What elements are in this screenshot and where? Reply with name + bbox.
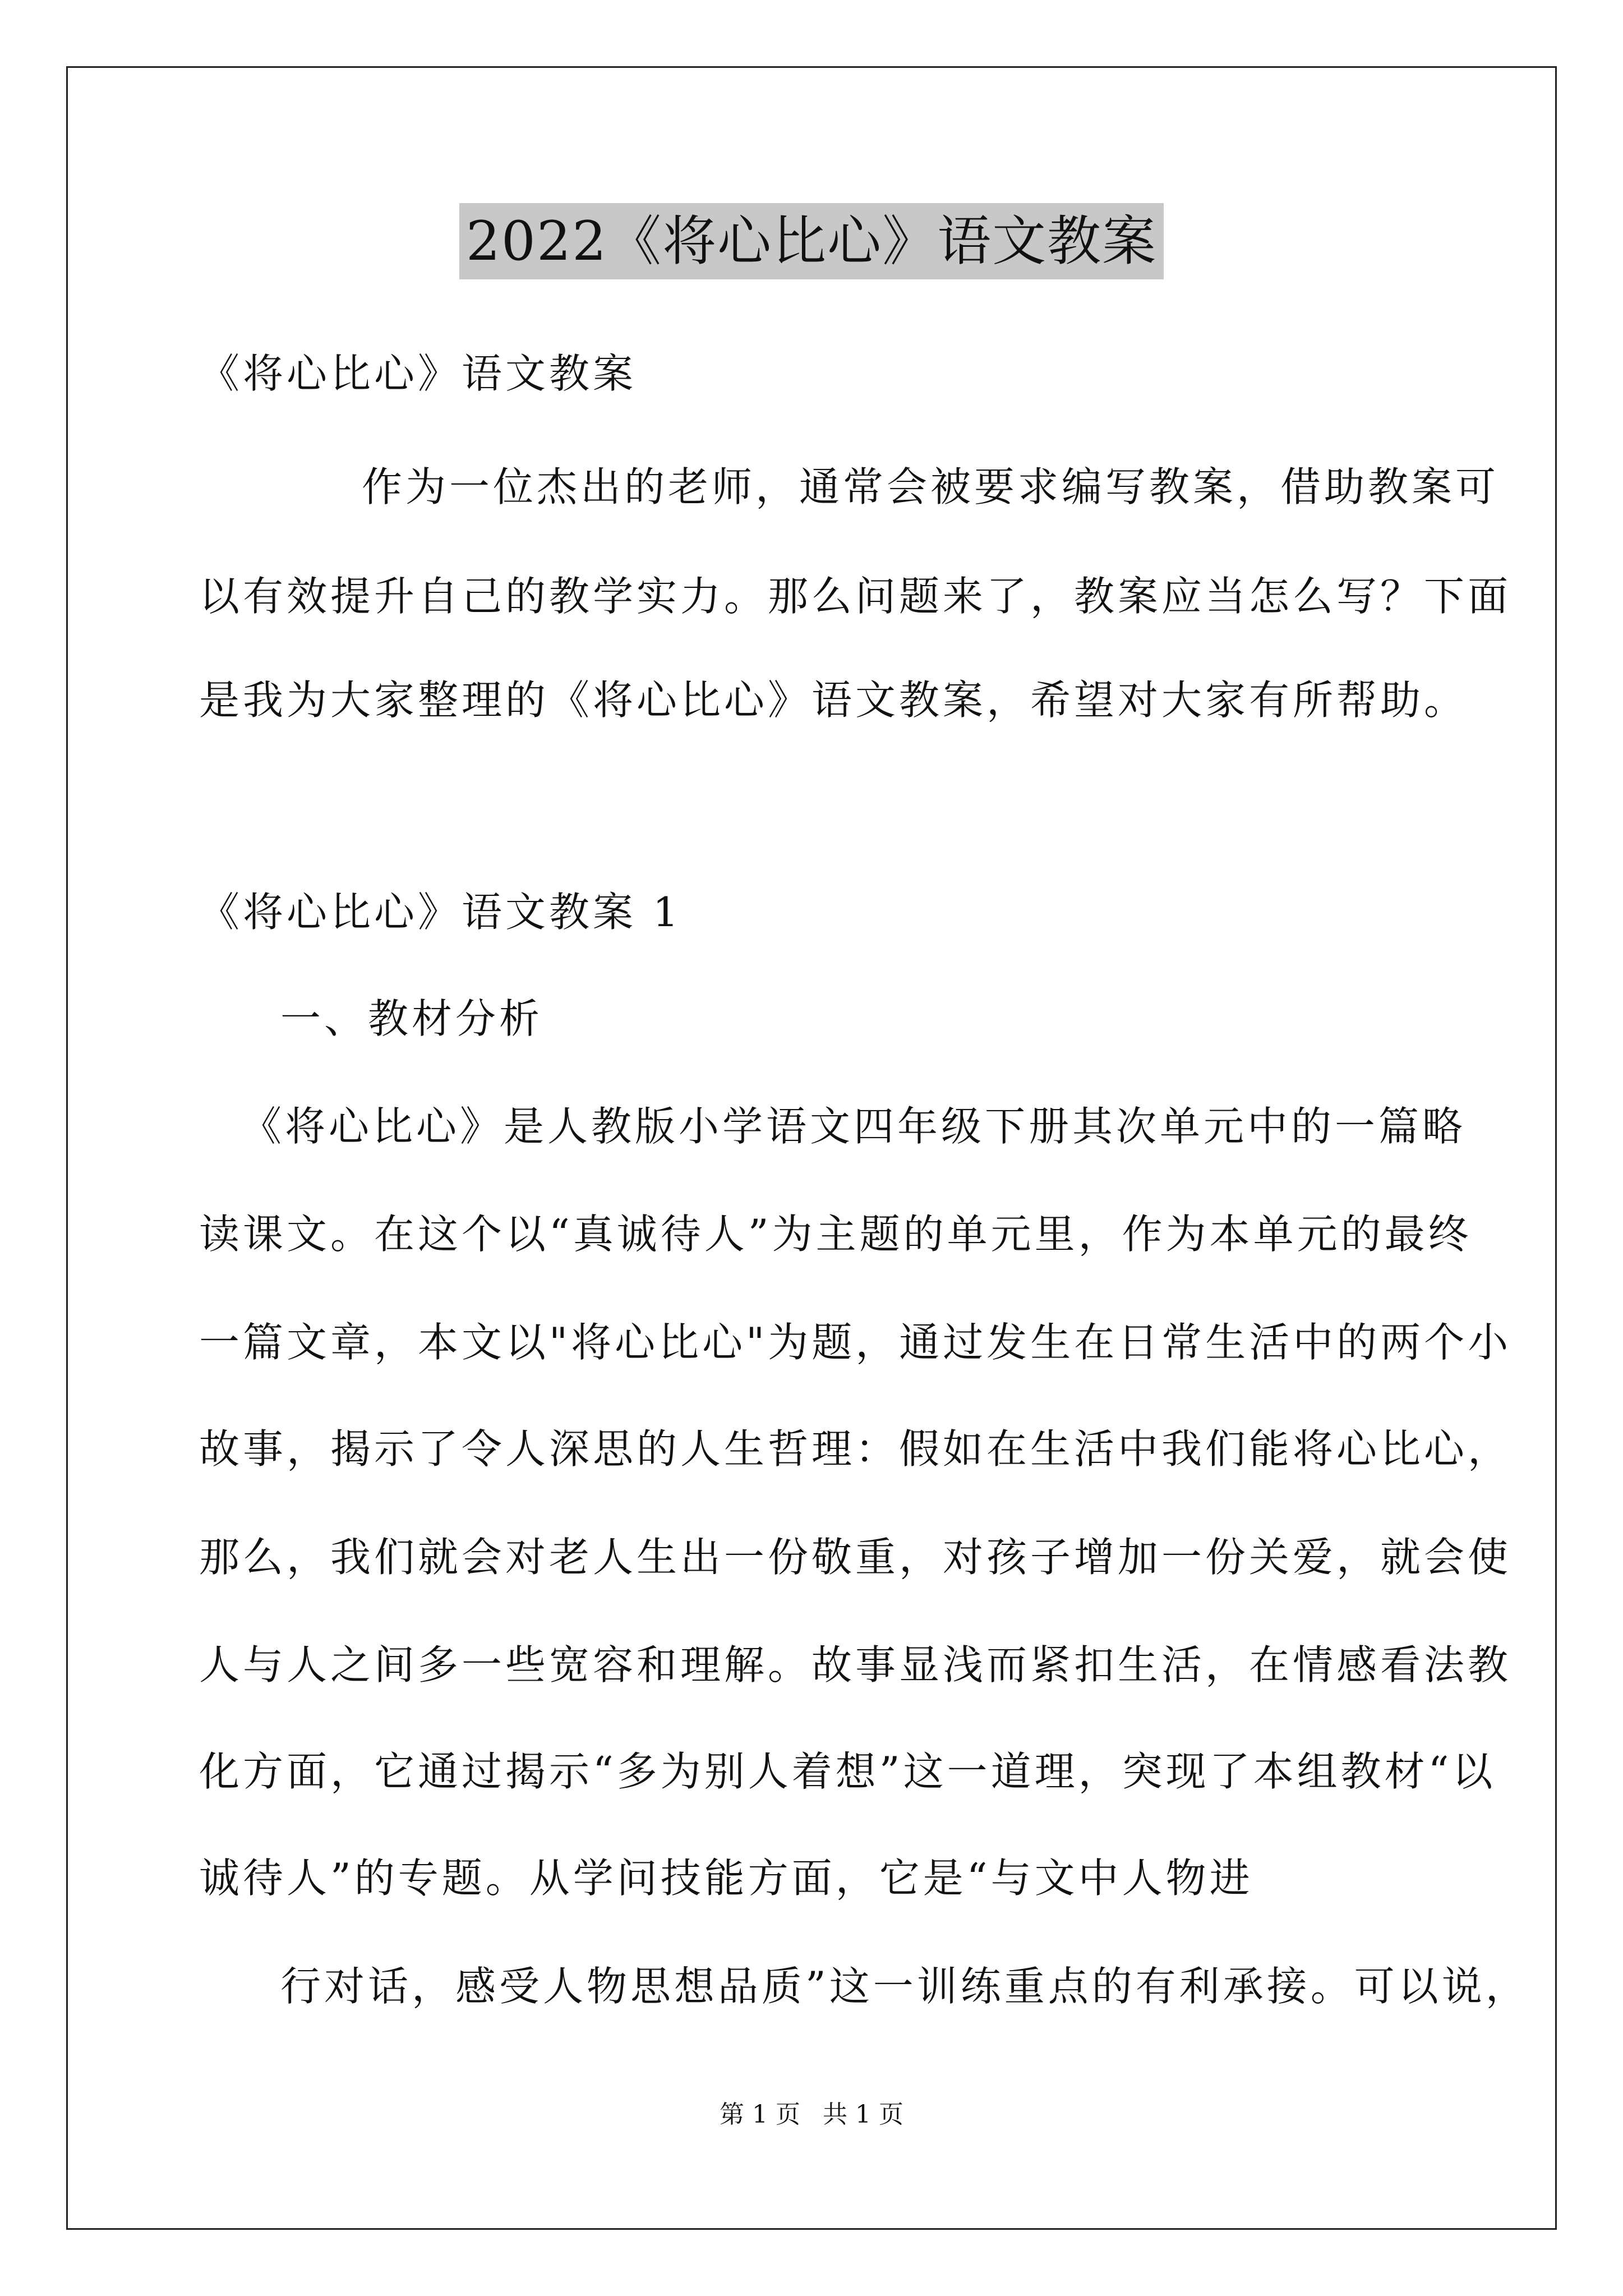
document-title-wrap (0, 203, 1623, 279)
paragraph-line: 化方面，它通过揭示“多为别人着想”这一道理，突现了本组教材“以 (199, 1748, 1496, 1795)
subtitle: 《将心比心》语文教案 (199, 350, 637, 397)
page-total: 共 1 页 (823, 2100, 903, 2129)
paragraph-line: 诚待人”的专题。从学问技能方面，它是“与文中人物进 (199, 1855, 1253, 1902)
paragraph-line: 那么，我们就会对老人生出一份敬重，对孩子增加一份关爱，就会使 (199, 1534, 1512, 1581)
section-heading: 《将心比心》语文教案 1 (199, 889, 682, 936)
paragraph-line: 读课文。在这个以“真诚待人”为主题的单元里，作为本单元的最终 (199, 1211, 1472, 1258)
page-number: 第 1 页 (720, 2100, 800, 2129)
paragraph-line: 故事，揭示了令人深思的人生哲理：假如在生活中我们能将心比心， (199, 1425, 1512, 1473)
paragraph-line: 是我为大家整理的《将心比心》语文教案，希望对大家有所帮助。 (199, 677, 1468, 724)
subsection-heading: 一、教材分析 (280, 995, 543, 1042)
page-footer (0, 2098, 1623, 2132)
paragraph-line: 行对话，感受人物思想品质”这一训练重点的有利承接。可以说， (280, 1963, 1529, 2010)
paragraph-line: 《将心比心》是人教版小学语文四年级下册其次单元中的一篇略 (241, 1103, 1467, 1150)
paragraph-line: 一篇文章，本文以"将心比心"为题，通过发生在日常生活中的两个小 (199, 1319, 1512, 1366)
paragraph-line: 以有效提升自己的教学实力。那么问题来了，教案应当怎么写？下面 (199, 573, 1512, 620)
document-title: 2022《将心比心》语文教案 (459, 203, 1164, 279)
paragraph-line: 作为一位杰出的老师，通常会被要求编写教案，借助教案可 (362, 463, 1500, 510)
paragraph-line: 人与人之间多一些宽容和理解。故事显浅而紧扣生活，在情感看法教 (199, 1641, 1512, 1688)
